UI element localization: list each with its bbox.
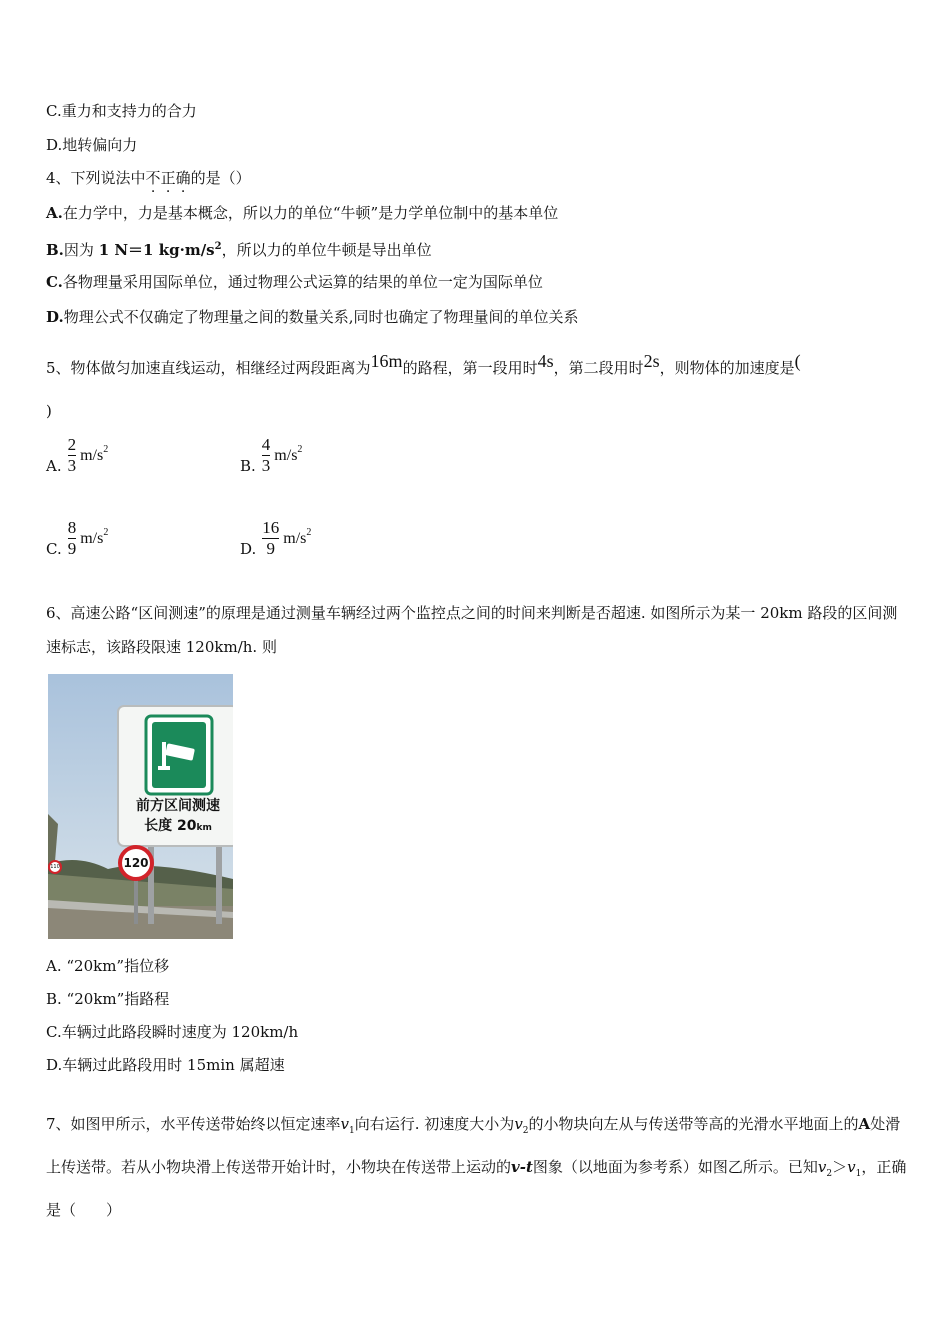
q6-option-c: C.车辆过此路段瞬时速度为 120km/h xyxy=(46,1023,299,1041)
q5-option-b: B. $\frac{4}{3}$ $m/s^2$ xyxy=(240,435,303,475)
q3-option-c: C.重力和支持力的合力 xyxy=(46,102,197,120)
q4-option-a: A.在力学中，力是基本概念，所以力的单位“牛顿”是力学单位制中的基本单位 xyxy=(46,204,559,222)
speed-sign-photo xyxy=(48,674,233,939)
small-speed-sign: 110 xyxy=(48,860,62,874)
q4-option-d: D.物理公式不仅确定了物理量之间的数量关系,同时也确定了物理量间的单位关系 xyxy=(46,308,579,326)
sign-text: 前方区间测速 长度 20km xyxy=(136,798,220,834)
q5-option-c: C. $\frac{8}{9}$ $m/s^2$ xyxy=(46,518,109,558)
fraction: $\frac{4}{3}$ xyxy=(261,435,271,475)
q5-stem: 5、物体做匀加速直线运动，相继经过两段距离为16m的路程，第一段用时4s，第二段用时2s，则物体的加速度是( xyxy=(46,351,801,377)
q5-stem-close-paren: ) xyxy=(46,402,52,420)
q7-stem: 7、如图甲所示，水平传送带始终以恒定速率$v_1$向右运行. 初速度大小为$v_2$的小物块向左从与传送带等高的光滑水平地面上的A处滑上传送带。若从小物块滑上传送带开始计时，小物块在传送带上运动的v-t图象（以地面为参考系）如图乙所示。已知$v_2>v_1$，正确是（ ） xyxy=(46,1115,907,1219)
fraction: $\frac{16}{9}$ xyxy=(262,518,280,558)
speed-limit-sign: 120 xyxy=(118,845,154,881)
q5-option-a: A. $\frac{2}{3}$ $m/s^2$ xyxy=(46,435,109,475)
q6-option-a: A. “20km”指位移 xyxy=(46,957,170,975)
q6-stem: 6、高速公路“区间测速”的原理是通过测量车辆经过两个监控点之间的时间来判断是否超速. 如图所示为某一 20km 路段的区间测速标志，该路段限速 120km/h. 则 xyxy=(46,604,898,656)
q3-option-d: D.地转偏向力 xyxy=(46,136,138,154)
q4-option-c: C.各物理量采用国际单位，通过物理公式运算的结果的单位一定为国际单位 xyxy=(46,273,543,291)
q6-option-b: B. “20km”指路程 xyxy=(46,990,170,1008)
q6-option-d: D.车辆过此路段用时 15min 属超速 xyxy=(46,1056,285,1074)
emphasis-dot-char: 不 xyxy=(145,169,161,187)
q4-option-b: B.因为 1 N＝1 $kg\cdot m/s^2$，所以力的单位牛顿是导出单位 xyxy=(46,241,432,259)
emphasis-dot-char: 正 xyxy=(160,169,176,187)
q4-stem: 4、下列说法中不正确的是（） xyxy=(46,169,251,187)
q5-option-d: D. $\frac{16}{9}$ $m/s^2$ xyxy=(240,518,312,558)
emphasis-dot-char: 确 xyxy=(175,169,191,187)
fraction: $\frac{8}{9}$ xyxy=(67,518,77,558)
fraction: $\frac{2}{3}$ xyxy=(67,435,77,475)
